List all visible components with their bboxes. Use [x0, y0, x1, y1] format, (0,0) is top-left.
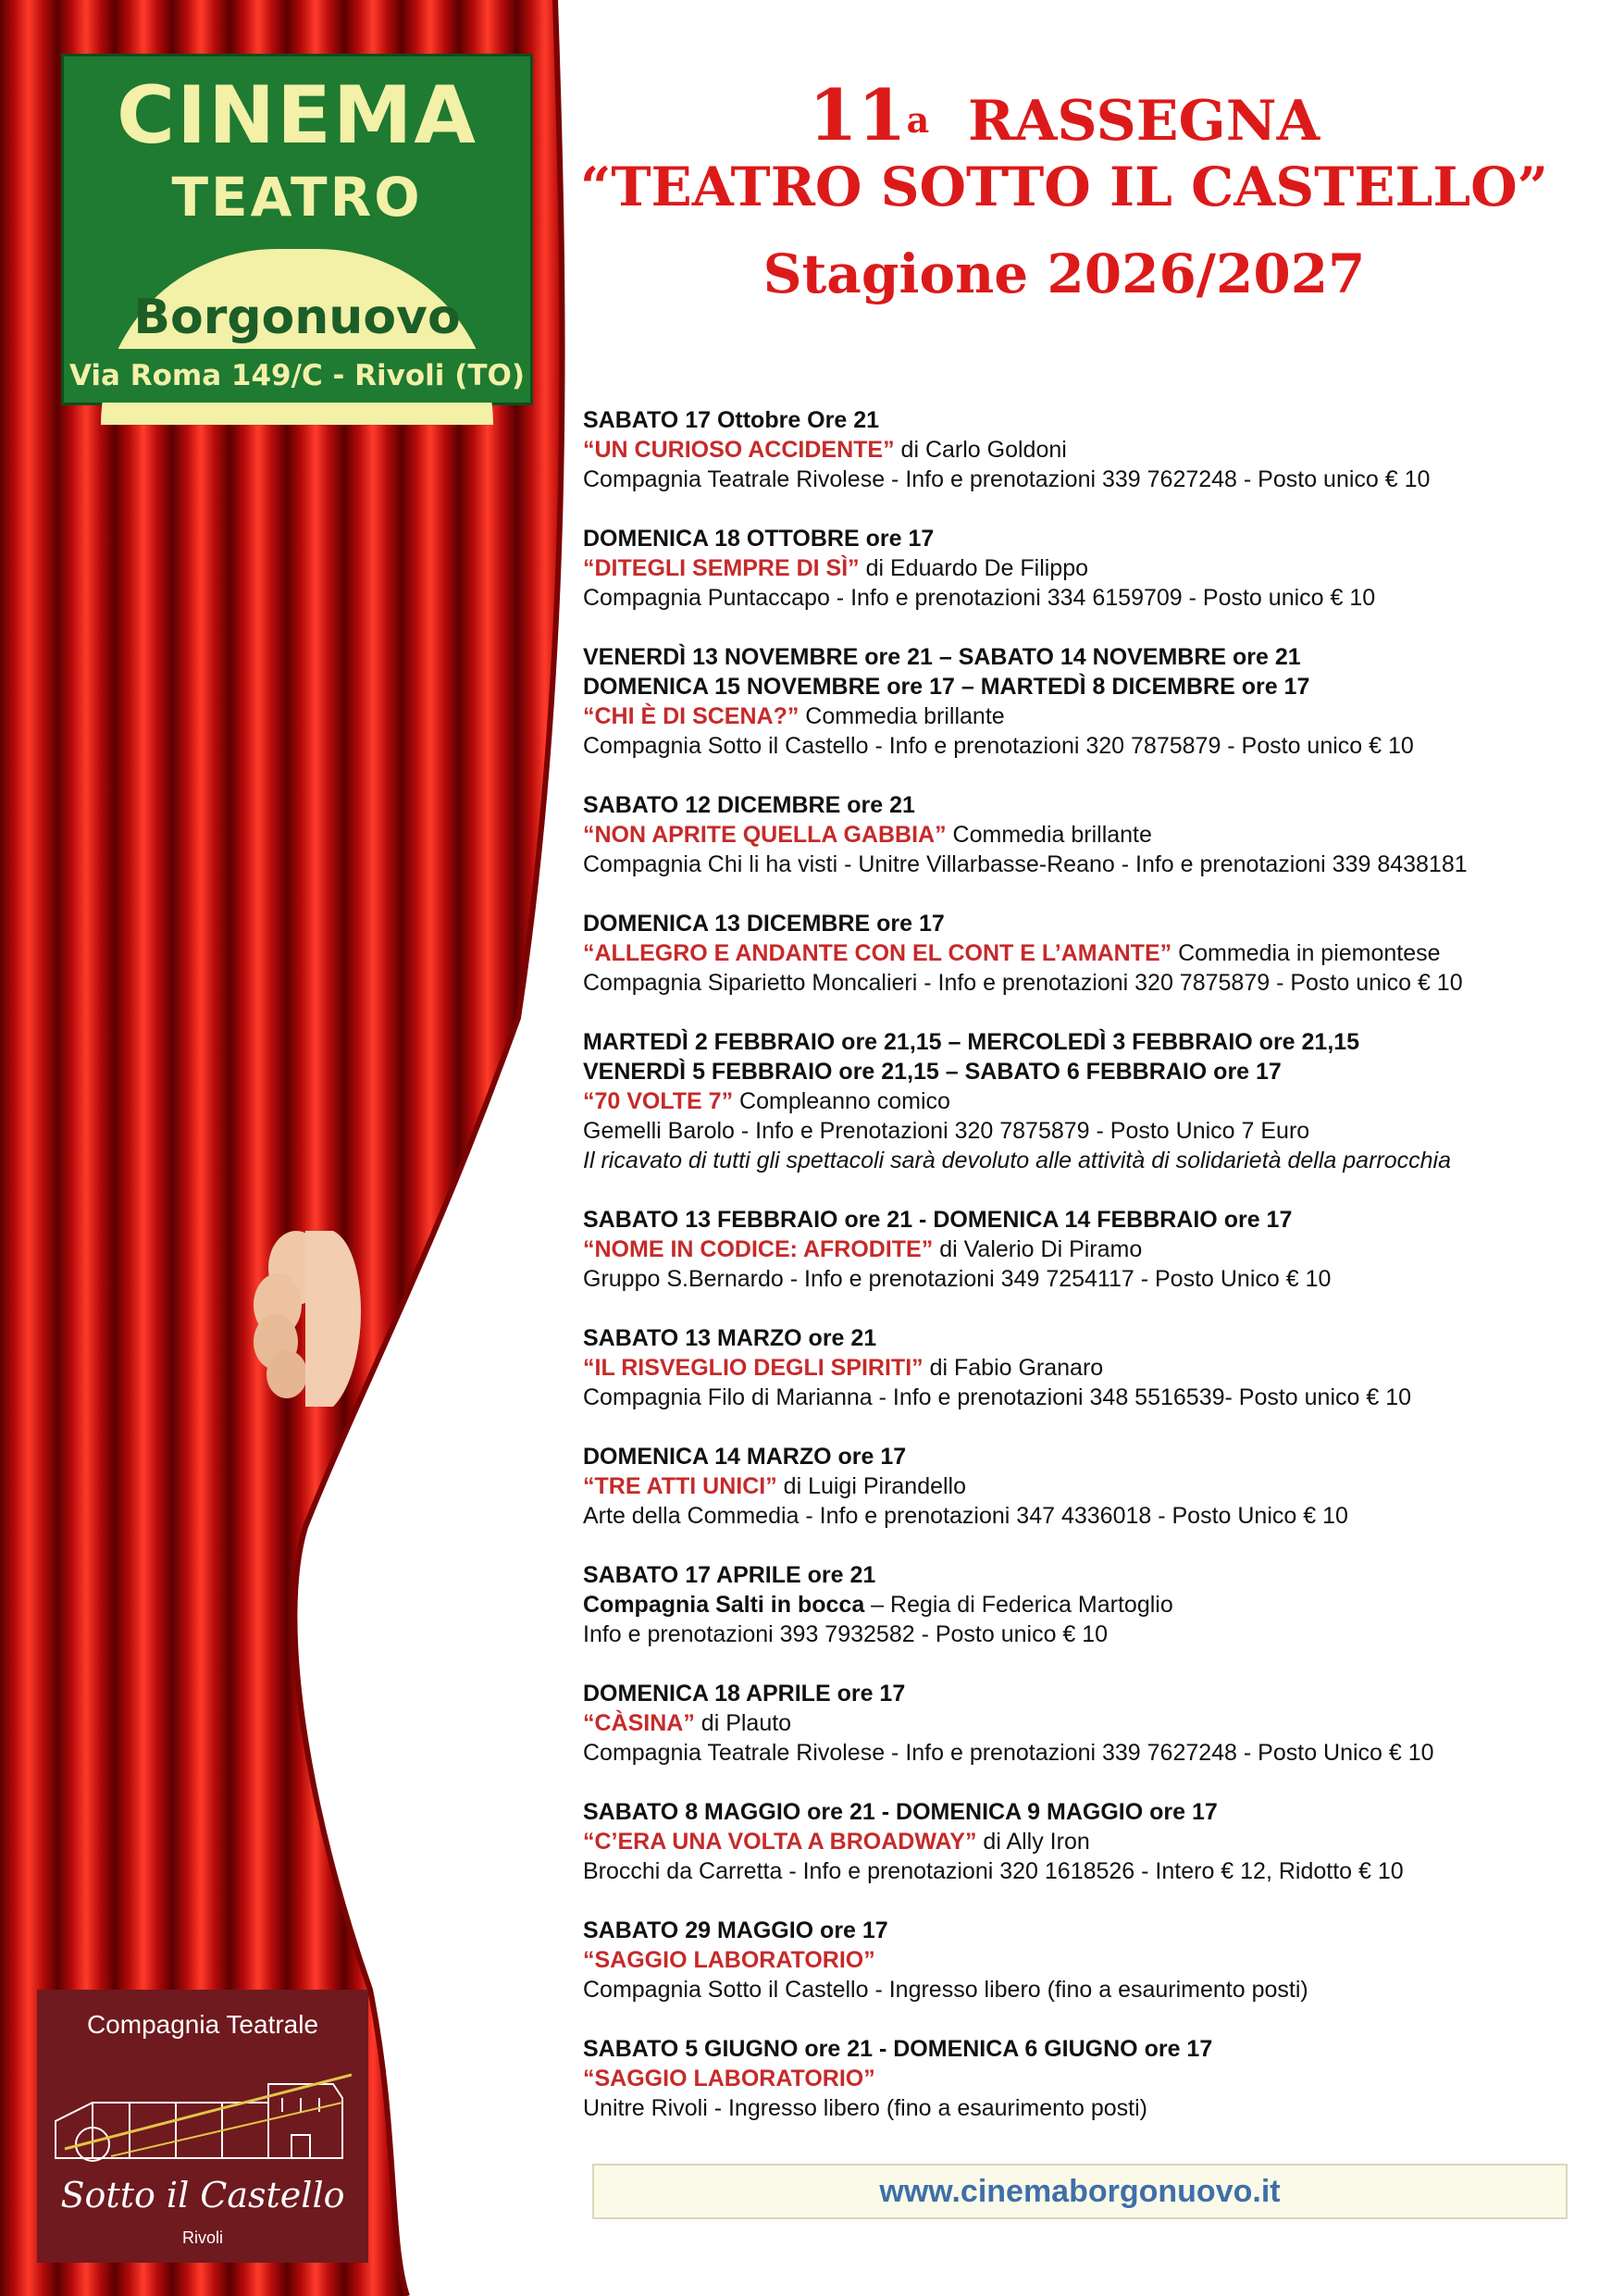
- event-title-line: [583, 553, 1610, 583]
- event-date: DOMENICA 14 MARZO ore 17: [583, 1444, 907, 1470]
- event-title-line: [583, 1086, 1610, 1116]
- event-show-title: “UN CURIOSO ACCIDENTE”: [583, 437, 895, 463]
- event-item: [583, 1442, 1610, 1531]
- event-title-line: [583, 701, 1610, 731]
- event-item: [583, 1797, 1610, 1886]
- compagnia-logo-top-text: Compagnia Teatrale: [86, 2010, 319, 2039]
- event-description: di Ally Iron: [976, 1829, 1090, 1855]
- event-company-info: Gemelli Barolo - Info e Prenotazioni 320 7875879 - Posto Unico 7 Euro: [583, 1118, 1310, 1144]
- event-description: Commedia in piemontese: [1172, 940, 1441, 966]
- title-name: “TEATRO SOTTO IL CASTELLO”: [580, 155, 1548, 218]
- event-note: Il ricavato di tutti gli spettacoli sarà devoluto alle attività di solidarietà della parrocchia: [583, 1148, 1451, 1173]
- event-show-title: “CHI È DI SCENA?”: [583, 703, 800, 729]
- event-title-line: [583, 820, 1610, 850]
- event-item: [583, 2034, 1610, 2123]
- title-edition: [518, 74, 1610, 156]
- event-item: [583, 405, 1610, 494]
- event-title-line: [583, 1827, 1610, 1856]
- event-description: Commedia brillante: [799, 703, 1005, 729]
- event-item: [583, 1205, 1610, 1294]
- event-company-info: Unitre Rivoli - Ingresso libero (fino a esaurimento posti): [583, 2095, 1147, 2121]
- event-title-line: [583, 1353, 1610, 1383]
- event-company-info: Compagnia Chi li ha visti - Unitre Villarbasse-Reano - Info e prenotazioni 339 8438181: [583, 851, 1468, 877]
- event-item: [583, 1679, 1610, 1768]
- title-rassegna: RASSEGNA: [968, 89, 1320, 154]
- event-date: SABATO 13 FEBBRAIO ore 21 - DOMENICA 14 FEBBRAIO ore 17: [583, 1207, 1293, 1233]
- event-show-title: “NON APRITE QUELLA GABBIA”: [583, 822, 947, 848]
- compagnia-logo-script: Sotto il Castello: [60, 2175, 345, 2215]
- event-company-info: Compagnia Teatrale Rivolese - Info e prenotazioni 339 7627248 - Posto unico € 10: [583, 466, 1431, 492]
- event-item: [583, 1560, 1610, 1649]
- event-description: di Plauto: [694, 1710, 792, 1736]
- event-date: SABATO 13 MARZO ore 21: [583, 1325, 877, 1351]
- event-date: SABATO 29 MAGGIO ore 17: [583, 1917, 888, 1943]
- event-show-title: “SAGGIO LABORATORIO”: [583, 2066, 875, 2091]
- cinema-teatro-logo: [61, 54, 533, 405]
- event-company-info: Compagnia Sotto il Castello - Ingresso libero (fino a esaurimento posti): [583, 1977, 1308, 2003]
- event-company-info: Gruppo S.Bernardo - Info e prenotazioni 349 7254117 - Posto Unico € 10: [583, 1266, 1332, 1292]
- event-item: [583, 1916, 1610, 2004]
- event-date: SABATO 17 APRILE ore 21: [583, 1562, 876, 1588]
- event-title-line: [583, 1471, 1610, 1501]
- event-title-line: [583, 1235, 1610, 1264]
- event-description: Commedia brillante: [946, 822, 1152, 848]
- event-date: DOMENICA 13 DICEMBRE ore 17: [583, 911, 945, 937]
- castle-drawing-icon: [37, 2047, 368, 2177]
- event-company-info: Arte della Commedia - Info e prenotazioni 347 4336018 - Posto Unico € 10: [583, 1503, 1348, 1529]
- event-title-line: [583, 1590, 1610, 1620]
- event-show-title: “SAGGIO LABORATORIO”: [583, 1947, 875, 1973]
- event-show-title: “TRE ATTI UNICI”: [583, 1473, 777, 1499]
- event-company-info: Info e prenotazioni 393 7932582 - Posto unico € 10: [583, 1621, 1109, 1647]
- event-show-title: “IL RISVEGLIO DEGLI SPIRITI”: [583, 1355, 924, 1381]
- event-date: SABATO 8 MAGGIO ore 21 - DOMENICA 9 MAGGIO ore 17: [583, 1799, 1218, 1825]
- event-title-line: [583, 2064, 1610, 2093]
- title-ordinal: 11: [808, 74, 907, 156]
- logo-teatro-text: TEATRO: [171, 166, 423, 229]
- event-date: DOMENICA 15 NOVEMBRE ore 17 – MARTEDÌ 8 DICEMBRE ore 17: [583, 674, 1310, 700]
- event-company-info: Compagnia Teatrale Rivolese - Info e prenotazioni 339 7627248 - Posto Unico € 10: [583, 1740, 1434, 1766]
- event-item: [583, 524, 1610, 613]
- event-description: di Fabio Granaro: [923, 1355, 1104, 1381]
- event-show-title: “CÀSINA”: [583, 1710, 695, 1736]
- event-show-title: “ALLEGRO E ANDANTE CON EL CONT E L’AMANTE”: [583, 940, 1172, 966]
- event-show-title: “DITEGLI SEMPRE DI SÌ”: [583, 555, 860, 581]
- event-company-info: Compagnia Sotto il Castello - Info e prenotazioni 320 7875879 - Posto unico € 10: [583, 733, 1414, 759]
- event-date: MARTEDÌ 2 FEBBRAIO ore 21,15 – MERCOLEDÌ 3 FEBBRAIO ore 21,15: [583, 1029, 1360, 1055]
- event-date: SABATO 12 DICEMBRE ore 21: [583, 792, 915, 818]
- event-show-title: “C’ERA UNA VOLTA A BROADWAY”: [583, 1829, 977, 1855]
- event-item: [583, 642, 1610, 761]
- event-company-info: Compagnia Siparietto Moncalieri - Info e prenotazioni 320 7875879 - Posto unico € 10: [583, 970, 1463, 996]
- website-link[interactable]: www.cinemaborgonuovo.it: [592, 2164, 1568, 2219]
- event-item: [583, 1027, 1610, 1175]
- event-date: VENERDÌ 5 FEBBRAIO ore 21,15 – SABATO 6 FEBBRAIO ore 17: [583, 1059, 1282, 1085]
- event-company-info: Compagnia Filo di Marianna - Info e prenotazioni 348 5516539- Posto unico € 10: [583, 1384, 1412, 1410]
- hand-icon: [254, 1231, 361, 1407]
- event-description: di Valerio Di Piramo: [933, 1236, 1143, 1262]
- event-title-line: [583, 938, 1610, 968]
- logo-cinema-text: CINEMA: [117, 69, 477, 162]
- event-title-line: [583, 435, 1610, 465]
- event-company-name: Compagnia Salti in bocca: [583, 1592, 865, 1618]
- event-company-info: Compagnia Puntaccapo - Info e prenotazioni 334 6159709 - Posto unico € 10: [583, 585, 1376, 611]
- event-show-title: “NOME IN CODICE: AFRODITE”: [583, 1236, 934, 1262]
- event-company-info: Brocchi da Carretta - Info e prenotazioni 320 1618526 - Intero € 12, Ridotto € 10: [583, 1858, 1404, 1884]
- event-date: DOMENICA 18 APRILE ore 17: [583, 1681, 906, 1706]
- title-season: Stagione 2026/2027: [762, 242, 1366, 305]
- event-title-line: [583, 1945, 1610, 1975]
- events-list: [583, 405, 1610, 2153]
- event-title-line: [583, 1708, 1610, 1738]
- logo-borgonuovo-text: Borgonuovo: [133, 290, 461, 345]
- title-ordinal-suffix: a: [906, 99, 930, 141]
- event-description: di Carlo Goldoni: [894, 437, 1067, 463]
- logo-address: Via Roma 149/C - Rivoli (TO): [64, 349, 530, 403]
- event-item: [583, 790, 1610, 879]
- event-description: – Regia di Federica Martoglio: [864, 1592, 1173, 1618]
- compagnia-logo-place: Rivoli: [181, 2228, 223, 2247]
- event-date: DOMENICA 18 OTTOBRE ore 17: [583, 526, 935, 552]
- event-show-title: “70 VOLTE 7”: [583, 1088, 734, 1114]
- compagnia-sotto-il-castello-logo: [37, 1990, 368, 2263]
- event-description: di Luigi Pirandello: [776, 1473, 967, 1499]
- event-date: SABATO 5 GIUGNO ore 21 - DOMENICA 6 GIUGNO ore 17: [583, 2036, 1213, 2062]
- event-item: [583, 1323, 1610, 1412]
- event-description: di Eduardo De Filippo: [859, 555, 1089, 581]
- event-date: VENERDÌ 13 NOVEMBRE ore 21 – SABATO 14 NOVEMBRE ore 21: [583, 644, 1301, 670]
- event-description: Compleanno comico: [733, 1088, 950, 1114]
- event-item: [583, 909, 1610, 998]
- event-date: SABATO 17 Ottobre Ore 21: [583, 407, 879, 433]
